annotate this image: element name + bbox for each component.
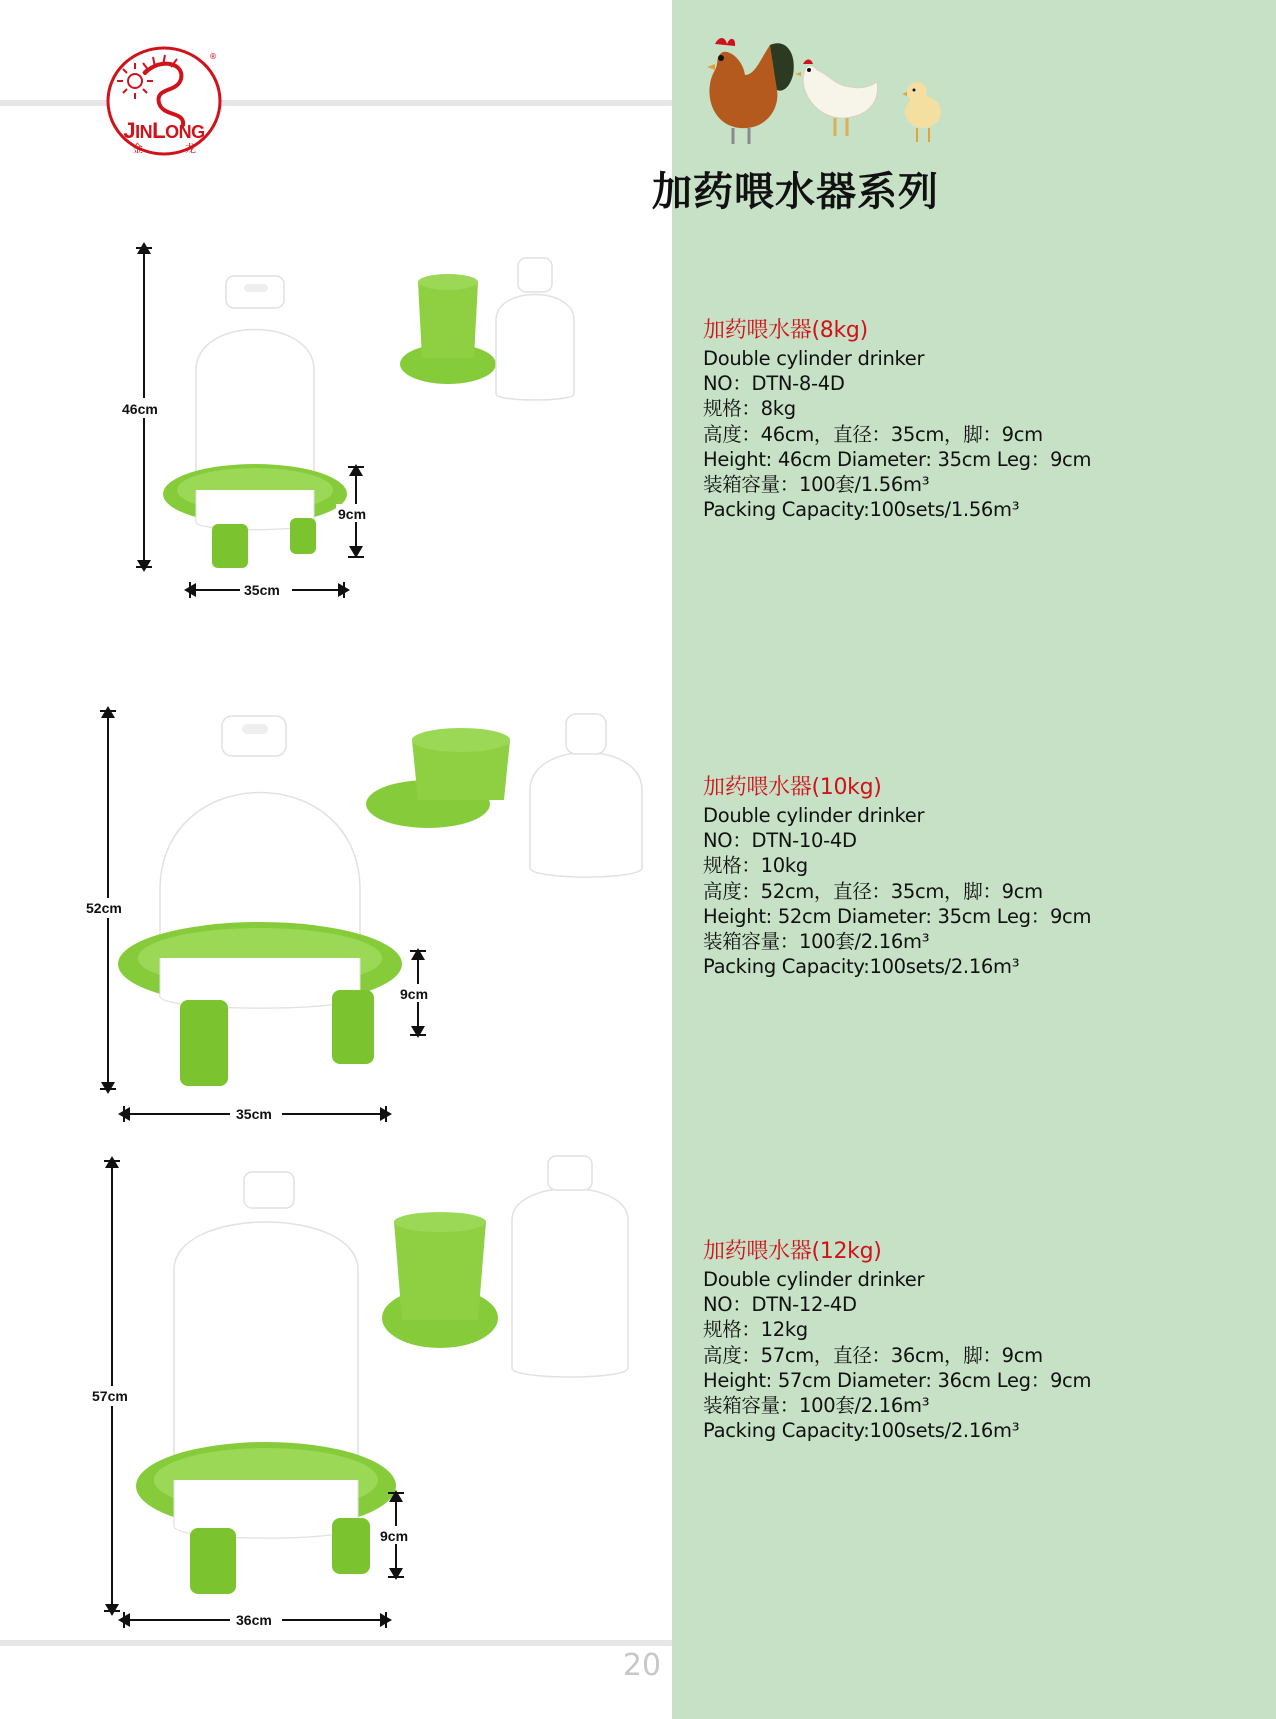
diameter-dimension-label: 35cm (236, 1106, 272, 1122)
product-name: Double cylinder drinker (703, 347, 925, 370)
product-title: 加药喂水器(10kg) (703, 775, 882, 800)
height-dimension-label: 57cm (92, 1388, 128, 1404)
rooster-icon (707, 38, 794, 144)
product-figure-8kg (100, 240, 610, 610)
brand-wordmark: JINLONG (123, 118, 205, 143)
product-title: 加药喂水器(8kg) (703, 318, 868, 343)
product-packing-en: Packing Capacity:100sets/2.16m³ (703, 1419, 1020, 1443)
leg-dimension-label: 9cm (380, 1528, 409, 1544)
product-dimensions-cn: 高度：52cm，直径：35cm，脚：9cm (703, 879, 1043, 903)
product-name: Double cylinder drinker (703, 1268, 925, 1291)
product-number: NO：DTN-12-4D (703, 1293, 857, 1317)
product-spec-8kg (703, 316, 1263, 522)
top-divider (0, 100, 672, 106)
page-title: 加药喂水器系列 (652, 169, 939, 215)
diameter-dimension-label: 36cm (236, 1612, 272, 1628)
product-figure-12kg (80, 1150, 660, 1630)
height-dimension-label: 46cm (122, 401, 158, 417)
product-title: 加药喂水器(12kg) (703, 1239, 882, 1264)
product-spec-cn: 规格：10kg (703, 854, 808, 878)
product-dimensions-en: Height: 57cm Diameter: 36cm Leg：9cm (703, 1368, 1092, 1392)
product-dimensions-cn: 高度：46cm，直径：35cm，脚：9cm (703, 422, 1043, 446)
product-dimensions-en: Height: 52cm Diameter: 35cm Leg：9cm (703, 904, 1092, 928)
product-figure-10kg (80, 700, 660, 1130)
product-dimensions-cn: 高度：57cm，直径：36cm，脚：9cm (703, 1343, 1043, 1367)
leg-dimension-label: 9cm (400, 986, 429, 1002)
product-spec-10kg (703, 773, 1263, 979)
hen-icon (795, 60, 878, 137)
product-packing-cn: 装箱容量：100套/2.16m³ (703, 1394, 930, 1418)
product-packing-cn: 装箱容量：100套/1.56m³ (703, 473, 930, 497)
product-number: NO：DTN-8-4D (703, 372, 845, 396)
product-spec-cn: 规格：8kg (703, 397, 796, 421)
leg-dimension-label: 9cm (338, 506, 367, 522)
product-name: Double cylinder drinker (703, 804, 925, 827)
diameter-dimension-label: 35cm (244, 582, 280, 598)
height-dimension-label: 52cm (86, 900, 122, 916)
product-packing-en: Packing Capacity:100sets/2.16m³ (703, 955, 1020, 979)
brand-chinese-name: 金 龙 (132, 142, 196, 155)
product-spec-cn: 规格：12kg (703, 1318, 808, 1342)
product-packing-cn: 装箱容量：100套/2.16m³ (703, 930, 930, 954)
poultry-illustration (685, 30, 955, 150)
svg-text:®: ® (209, 52, 217, 61)
chick-icon (902, 82, 941, 142)
bottom-divider (0, 1640, 672, 1646)
product-packing-en: Packing Capacity:100sets/1.56m³ (703, 498, 1020, 522)
product-number: NO：DTN-10-4D (703, 829, 857, 853)
product-spec-12kg (703, 1237, 1263, 1443)
product-dimensions-en: Height: 46cm Diameter: 35cm Leg：9cm (703, 447, 1092, 471)
page-number: 20 (622, 1648, 662, 1683)
